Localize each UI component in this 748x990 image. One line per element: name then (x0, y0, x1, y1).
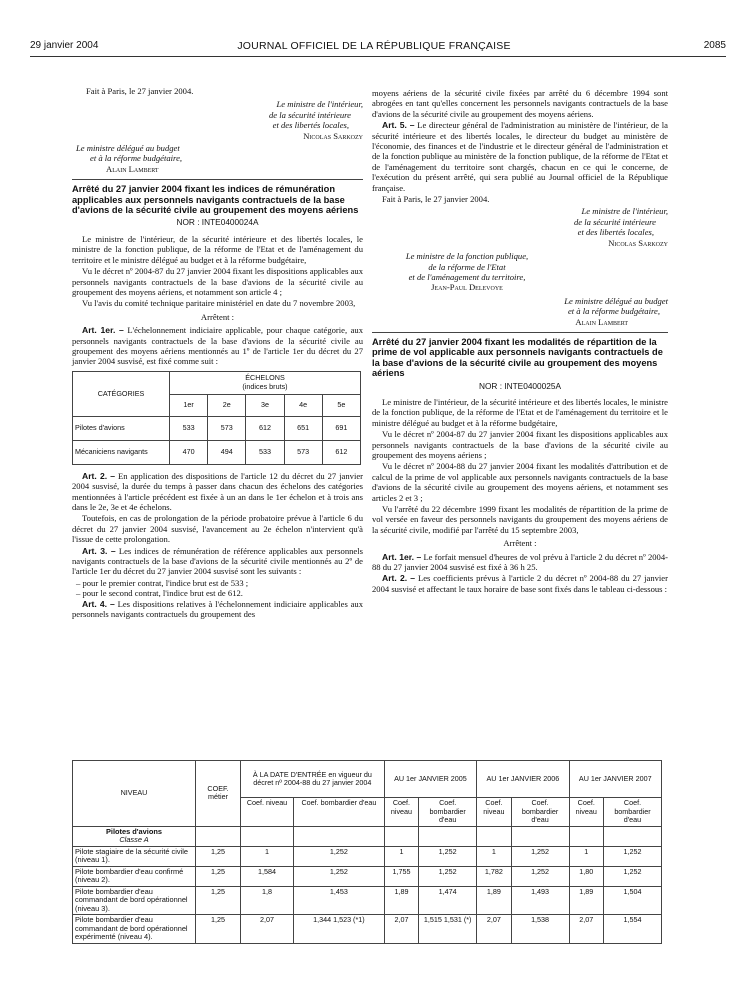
table-header-group: AU 1er JANVIER 2005 (384, 761, 476, 798)
paragraph: Vu l'arrêté du 22 décembre 1999 fixant les modalités de répartition de la prime de vol versée en faveur des personnels navigants du groupement des moyens aériens de la sécurité civile, modifié par l'arrêté du 15 septembre 2003, (372, 504, 668, 535)
table-header-niveau: NIVEAU (73, 761, 196, 827)
left-column (72, 86, 363, 620)
echelons-table (72, 371, 361, 465)
separator (72, 179, 363, 180)
subheader: Coef. bombardier d'eau (294, 798, 385, 827)
arretent: Arrêtent : (200, 311, 235, 322)
paragraph: Le ministre de l'intérieur, de la sécurité intérieure et des libertés locales, le ministre de la fonction publique, de la réforme de l'Etat et de l'aménagement du territoire et le ministre délégué au budget et à la réforme budgétaire, (372, 396, 668, 428)
subheader: Coef. niveau (384, 798, 418, 827)
subheader: Coef. bombardier d'eau (603, 798, 661, 827)
table-row: Pilote bombardier d'eau confirmé (niveau 2). 1,25 1,584 1,252 1,755 1,252 1,782 1,252 1,80 1,252 (73, 866, 662, 886)
subheader: Coef. niveau (569, 798, 603, 827)
table-header-group: AU 1er JANVIER 2007 (569, 761, 661, 798)
nor-code: NOR : INTE0400024A (176, 217, 259, 228)
nor-code: NOR : INTE0400025A (478, 380, 562, 391)
separator (372, 332, 668, 333)
echelon-header: 2e (208, 394, 246, 416)
signature-fonction-publique: Le ministre de la fonction publique, de la réforme de l'Etat et de l'aménagement du territoire, Jean-Paul Delevoye (405, 251, 529, 293)
paragraph: Toutefois, en cas de prolongation de la période probatoire prévue à l'article 6 du décret du 27 janvier 2004 susvisé, l'avancement au 2e échelon n'intervient qu'à l'issue de cette prolongation. (72, 513, 363, 545)
article-5: Art. 5. – Le directeur général de l'administration au ministère de l'intérieur, de la sécurité intérieure et des libertés locales, le directeur du budget au ministère de l'économie, des finances et de l'industrie et le directeur général de l'administration et de la fonction publique au ministère de la fonction publique, de la réforme de l'Etat et de l'aménagement du territoire sont chargés, chacun en ce qui le concerne, de l'exécution du présent arrêté, qui sera publié au Journal officiel de la République française. (372, 120, 668, 193)
paragraph: moyens aériens de la sécurité civile fixées par arrêté du 6 décembre 1994 sont abrogées en tant qu'elles concernent les personnels navigants contractuels de la base d'avions de la sécurité civile au groupement des moyens aériens. (372, 88, 668, 119)
right-column (372, 88, 668, 595)
table-row: Pilote stagiaire de la sécurité civile (niveau 1). 1,25 1 1,252 1 1,252 1 1,252 1 1,252 (73, 846, 662, 866)
table-header-categories: CATÉGORIES (73, 371, 170, 416)
article-1: Art. 1er. – Le forfait mensuel d'heures de vol prévu à l'article 2 du décret nº 2004-88 du 27 janvier 2004 susvisé est fixé à 36 h 25. (372, 551, 669, 573)
header-date: 29 janvier 2004 (30, 40, 99, 51)
page-header (0, 41, 748, 55)
signatory-name: Nicolas Sarkozy (608, 237, 668, 248)
coefficients-table (72, 760, 662, 944)
signature-interieur: Le ministre de l'intérieur, de la sécurité intérieure et des libertés locales, Nicolas Sarkozy (573, 206, 668, 248)
table-header-echelons: ÉCHELONS (indices bruts) (170, 371, 361, 394)
subheader: Coef. bombardier d'eau (419, 798, 477, 827)
signatory-name: Alain Lambert (106, 163, 159, 174)
paragraph: Vu le décret nº 2004-87 du 27 janvier 2004 fixant les dispositions applicables aux personnels navigants contractuels de la base d'avions de la sécurité civile au groupement des moyens aériens ; (372, 429, 668, 460)
echelon-header: 5e (322, 394, 360, 416)
signatory-name: Jean-Paul Delevoye (431, 282, 503, 293)
signature-budget: Le ministre délégué au budget et à la réforme budgétaire, Alain Lambert (564, 295, 668, 327)
echelon-header: 3e (246, 394, 284, 416)
table-header-coef-metier: COEF. métier (196, 761, 241, 827)
table-row: Mécaniciens navigants 470 494 533 573 612 (73, 440, 361, 464)
signatory-name: Nicolas Sarkozy (303, 130, 363, 141)
signature-budget: Le ministre délégué au budget et à la réforme budgétaire, Alain Lambert (76, 143, 183, 174)
signature-interieur: Le ministre de l'intérieur, de la sécurité intérieure et des libertés locales, Nicolas Sarkozy (268, 99, 363, 141)
echelon-header: 1er (170, 394, 208, 416)
subheader: Coef. niveau (241, 798, 294, 827)
subheader: Coef. bombardier d'eau (511, 798, 569, 827)
list-item: – pour le second contrat, l'indice brut est de 612. (76, 588, 243, 599)
header-rule (30, 56, 726, 57)
arretent: Arrêtent : (503, 538, 537, 549)
paragraph: Vu le décret nº 2004-88 du 27 janvier 2004 fixant les modalités d'attribution et de calcul de la prime de vol applicable aux personnels navigants contractuels de la base d'avions de la sécurité civile au groupement des moyens aériens, et notamment ses articles 2 et 3 ; (372, 461, 668, 503)
signatory-name: Alain Lambert (575, 316, 628, 327)
subheader: Coef. niveau (477, 798, 511, 827)
fait-a-paris: Fait à Paris, le 27 janvier 2004. (86, 86, 194, 96)
table-row: Pilote bombardier d'eau commandant de bord opérationnel (niveau 3). 1,25 1,8 1,453 1,89 1,474 1,89 1,493 1,89 1,504 (73, 886, 662, 915)
header-title: JOURNAL OFFICIEL DE LA RÉPUBLIQUE FRANÇAISE (237, 40, 511, 52)
paragraph: Le ministre de l'intérieur, de la sécurité intérieure et des libertés locales, le ministre de la fonction publique, de la réforme de l'Etat et de l'aménagement du territoire et le ministre délégué au budget et à la réforme budgétaire, (72, 233, 363, 265)
header-page-number: 2085 (703, 40, 726, 51)
table-row: Pilotes d'avions 533 573 612 651 691 (73, 416, 361, 440)
echelon-header: 4e (284, 394, 322, 416)
fait-a-paris: Fait à Paris, le 27 janvier 2004. (382, 194, 490, 205)
article-1: Art. 1er. – L'échelonnement indiciaire applicable, pour chaque catégorie, aux personnels navigants contractuels de la base d'avions de la sécurité civile au groupement des moyens aériens mentionnés au 1º de l'article 1er du décret du 27 janvier 2004 susvisé, est fixé comme suit : (72, 325, 364, 367)
arrete-title: Arrêté du 27 janvier 2004 fixant les modalités de répartition de la prime de vol applicable aux personnels navigants contractuels de la base d'avions de la sécurité civile au groupement des moyens aériens (372, 336, 663, 379)
article-4: Art. 4. – Les dispositions relatives à l'échelonnement indiciaire applicables aux personnels navigants contractuels du groupement des (72, 598, 363, 620)
article-2: Art. 2. – Les coefficients prévus à l'article 2 du décret nº 2004-88 du 27 janvier 2004 susvisé et affectant le taux horaire de base sont fixés dans le tableau ci-dessous : (372, 573, 668, 594)
arrete-title: Arrêté du 27 janvier 2004 fixant les indices de rémunération applicables aux personnels navigants contractuels de la base d'avions de la sécurité civile au groupement des moyens aériens (72, 184, 359, 216)
list-item: – pour le premier contrat, l'indice brut est de 533 ; (76, 577, 249, 588)
paragraph: Vu l'avis du comité technique paritaire ministériel en date du 7 novembre 2003, (82, 298, 356, 309)
table-header-group: À LA DATE D'ENTRÉE en vigueur du décret nº 2004-88 du 27 janvier 2004 (241, 761, 385, 798)
paragraph: Vu le décret nº 2004-87 du 27 janvier 2004 fixant les dispositions applicables aux personnels navigants contractuels de la base d'avions de la sécurité civile au groupement des moyens aériens, et notamment son article 4 ; (72, 266, 363, 297)
table-row: Pilote bombardier d'eau commandant de bord opérationnel expérimenté (niveau 4). 1,25 2,07 1,344 1,523 (*1) 2,07 1,515 1,531 (*) 2,07 1,538 2,07 1,554 (73, 915, 662, 944)
section-label: Pilotes d'avions Classe A (73, 826, 196, 846)
table-header-group: AU 1er JANVIER 2006 (477, 761, 569, 798)
article-3: Art. 3. – Les indices de rémunération de référence applicables aux personnels navigants contractuels de la base d'avions de la sécurité civile mentionnés au 2º de l'article 1er du décret du 27 janvier 2004 susvisé sont les suivants : (72, 545, 363, 577)
article-2: Art. 2. – En application des dispositions de l'article 12 du décret du 27 janvier 2004 susvisé, la durée du temps à passer dans chacun des échelons des catégories mentionnées à l'article précédent est fixée à un an dans le 1er échelon et à trois ans dans le 2e, 3e et 4e échelons. (72, 470, 364, 512)
